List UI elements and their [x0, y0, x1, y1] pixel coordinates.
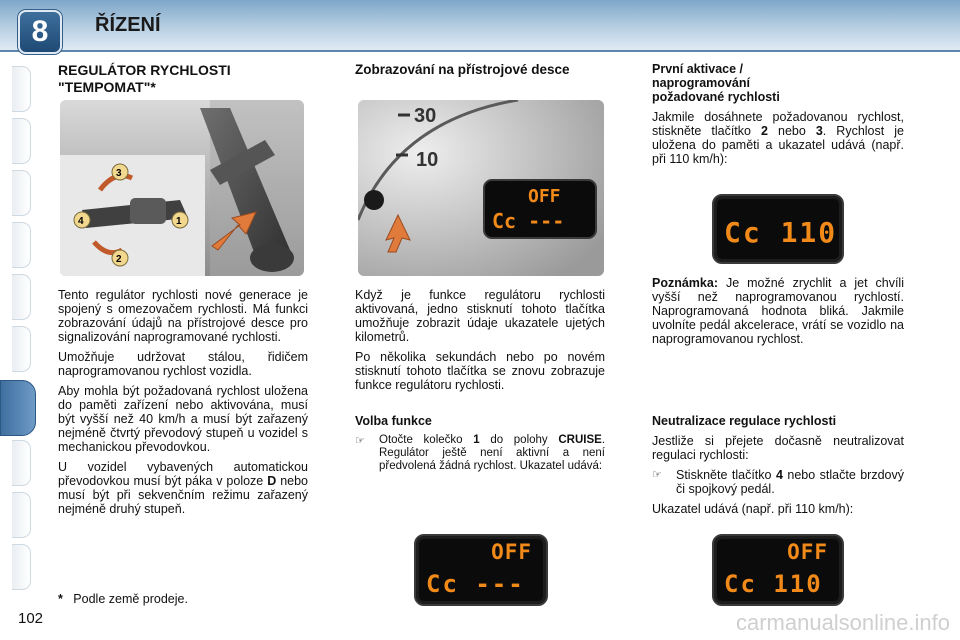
svg-text:4: 4: [78, 216, 84, 227]
page-number: 102: [18, 610, 44, 627]
footnote: * Podle země prodeje.: [58, 592, 188, 606]
svg-text:10: 10: [416, 149, 439, 171]
lcd-line-1: OFF: [491, 540, 532, 564]
section-title-first-activation: První aktivace / naprogramování požadované rychlosti: [652, 62, 780, 104]
lcd-line-1: OFF: [787, 540, 828, 564]
paragraph: Jestliže si přejete dočasně neutralizovat regulaci rychlosti:: [652, 434, 904, 462]
note-paragraph: Poznámka: Je možné zrychlit a jet chvíli vyšší než naprogramovanou rychlostí. Naprogramovaná hodnota bliká. Jakmile uvolníte pedál akcelerace, vrátí se vozidlo na naprogramovanou rychlost.: [652, 276, 904, 346]
chapter-tab[interactable]: [12, 118, 31, 164]
paragraph: Aby mohla být požadovaná rychlost uložena do paměti zařízení nebo aktivována, musí být vyšší než 40 km/h a musí být zařazený nejméně čtvrtý převodový stupeň u vozidel s mechanickou převodovkou.: [58, 384, 308, 454]
lcd-line-2: Cc 110: [724, 216, 838, 249]
chapter-tab[interactable]: [12, 66, 31, 112]
callout-3: [112, 164, 128, 180]
lcd-line-2: Cc 110: [724, 570, 823, 598]
lcd-display-cc110: [712, 194, 844, 264]
chapter-tab[interactable]: [12, 274, 31, 320]
column-middle: [355, 62, 605, 77]
paragraph-automatic-gearbox: U vozidel vybavených automatickou převodovkou musí být páka v poloze D nebo musí být při sekvenčním režimu zařazený nejméně druhý stupeň.: [58, 460, 309, 516]
chapter-tab[interactable]: [12, 492, 31, 538]
callout-4: [74, 212, 90, 228]
lcd-display-off: [414, 534, 548, 606]
chapter-tab[interactable]: [12, 222, 31, 268]
svg-text:Cc ---: Cc ---: [492, 209, 565, 233]
bullet-item: [355, 434, 605, 473]
callout-1: [172, 212, 188, 228]
svg-text:OFF: OFF: [528, 186, 561, 207]
neutralize-section: [652, 414, 904, 522]
bullet-item: [652, 468, 904, 496]
chapter-tabs: [0, 56, 34, 576]
note-block: [652, 276, 904, 352]
column-left: [58, 62, 308, 96]
pointing-hand-icon: ☞: [652, 469, 662, 481]
header-divider: [0, 50, 960, 52]
section-title-display: Zobrazování na přístrojové desce: [355, 62, 570, 77]
paragraph: Tento regulátor rychlosti nové generace je spojený s omezovačem rychlosti. Má funkci zobrazování údajů na přístrojové desce pro signalizování naprogramované rychlosti.: [58, 288, 308, 344]
svg-text:2: 2: [116, 254, 122, 265]
chapter-tab[interactable]: [12, 326, 31, 372]
column-left-text: [58, 288, 308, 522]
svg-text:3: 3: [116, 168, 122, 179]
paragraph: Po několika sekundách nebo po novém stisknutí tohoto tlačítka se znovu zobrazuje funkce regulátoru rychlosti.: [355, 350, 605, 392]
column-right: [652, 62, 904, 172]
chapter-title: ŘÍZENÍ: [95, 14, 161, 36]
chapter-tab[interactable]: [12, 170, 31, 216]
svg-text:1: 1: [176, 216, 182, 227]
chapter-tab[interactable]: [12, 544, 31, 590]
stalk-photo: [60, 100, 304, 276]
paragraph-activation: Jakmile dosáhnete požadovanou rychlost, stiskněte tlačítko 2 nebo 3. Rychlost je uložena do paměti a ukazatel udává (např. při 110 km/h):: [652, 110, 904, 166]
watermark: carmanualsonline.info: [735, 610, 950, 635]
chapter-tab-active[interactable]: [0, 380, 36, 436]
lcd-line-2: Cc ---: [426, 570, 525, 598]
svg-text:30: 30: [414, 105, 437, 127]
chapter-tab[interactable]: [12, 440, 31, 486]
section-title-cruise-control: REGULÁTOR RYCHLOSTI "TEMPOMAT"*: [58, 62, 231, 95]
function-selection-section: [355, 414, 605, 473]
lcd-display-off-cc110: [712, 534, 844, 606]
bullet-text: Stiskněte tlačítko 4 nebo stlačte brzdový či spojkový pedál.: [676, 468, 904, 496]
instrument-panel-photo: [358, 100, 604, 276]
section-title-neutralize: Neutralizace regulace rychlosti: [652, 414, 837, 428]
column-middle-text: [355, 288, 605, 398]
paragraph: Ukazatel udává (např. při 110 km/h):: [652, 502, 854, 516]
chapter-number-badge: 8: [18, 10, 62, 54]
paragraph: Umožňuje udržovat stálou, řidičem naprogramovanou rychlost vozidla.: [58, 350, 308, 378]
bullet-text: Otočte kolečko 1 do polohy CRUISE. Regulátor ještě není aktivní a není předvolená žádná rychlost. Ukazatel udává:: [379, 434, 606, 472]
pointing-hand-icon: ☞: [355, 435, 365, 447]
paragraph: Když je funkce regulátoru rychlosti aktivovaná, jedno stisknutí tohoto tlačítka umožňuje zobrazit údaje ukazatele ujetých kilometrů.: [355, 288, 605, 344]
section-title-function-selection: Volba funkce: [355, 414, 432, 428]
callout-2: [112, 250, 128, 266]
